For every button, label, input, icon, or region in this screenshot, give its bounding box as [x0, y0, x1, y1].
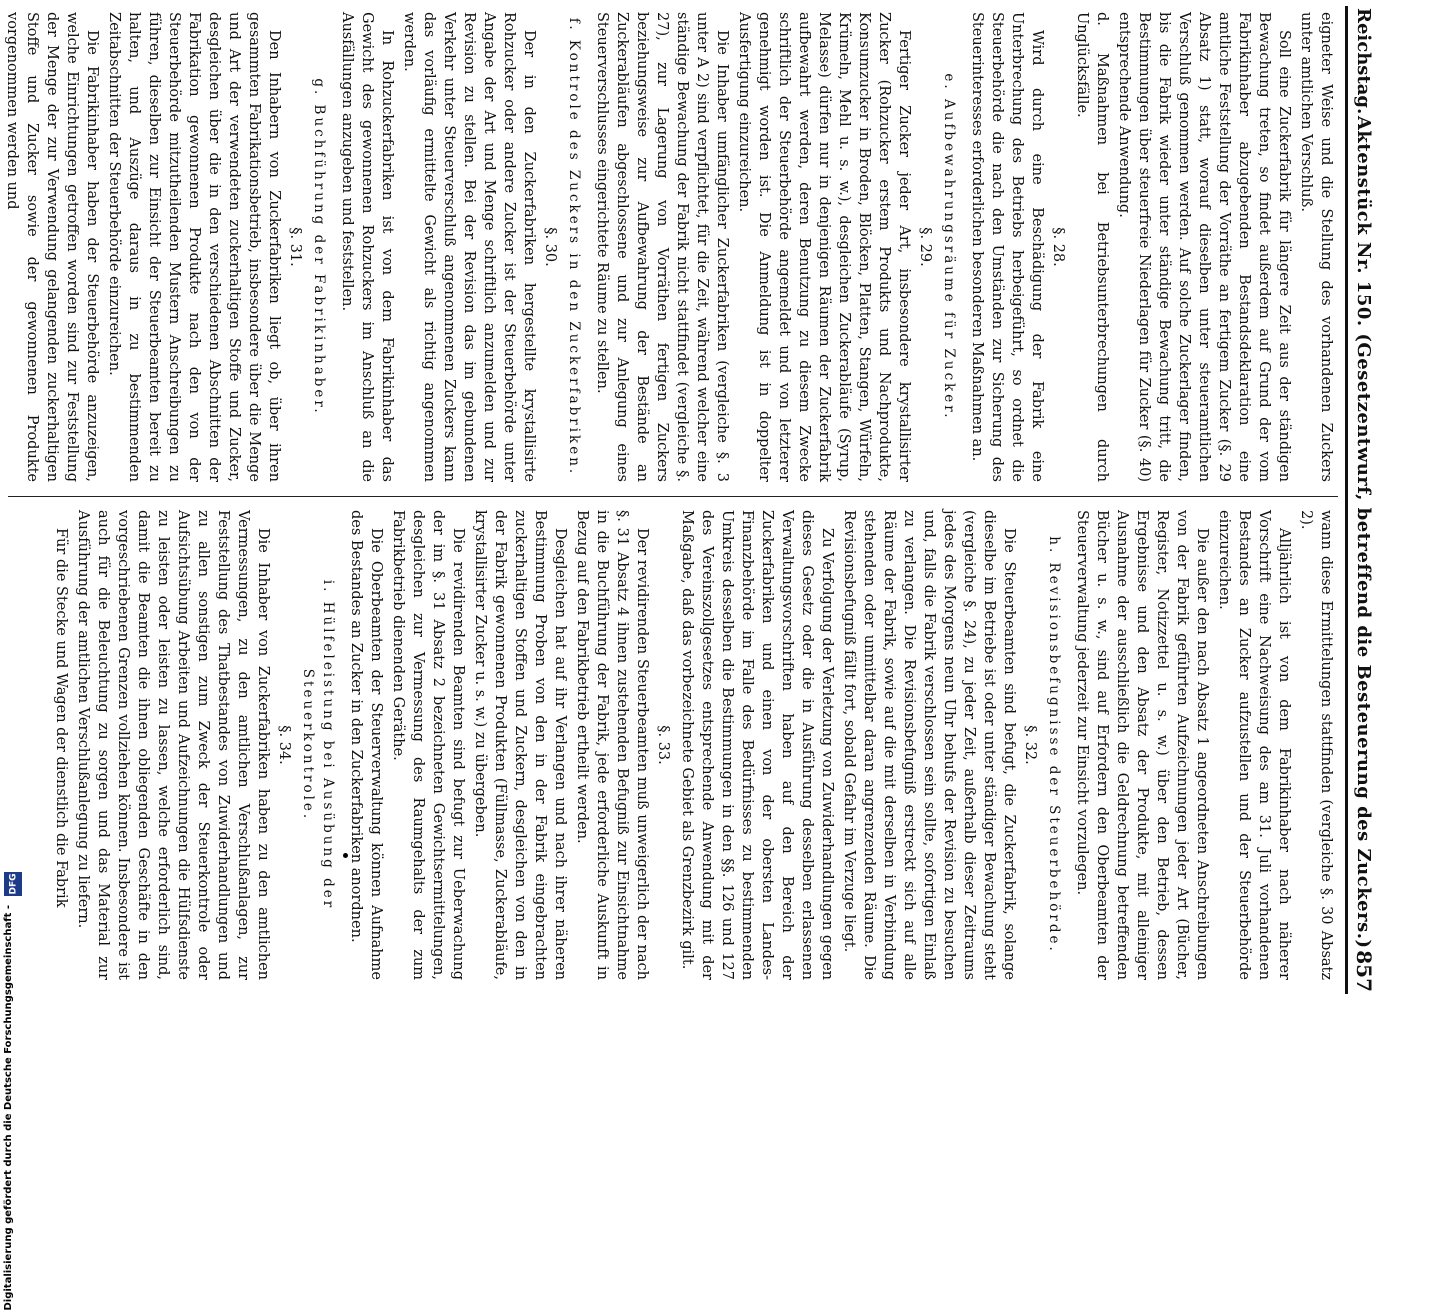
paragraph: Der in den Zuckerfabriken hergestellte krystallisirte Rohzucker oder andere Zucker ist der Steuerbehörde unter Angabe der Art und Menge schriftlich anzumelden und zur Revision zu stellen. Bei der Revision das im gebundenen Verkehr unter Steuerverschluß angenommenen Zuckers kann das vorläufig ermittelte Gewicht als richtig angenommen werden. — [401, 12, 537, 482]
dfg-logo — [4, 872, 22, 896]
section-number: §. 34. — [276, 725, 292, 765]
section-heading: f. Kontrole des Zuckers in den Zuckerfabriken. — [566, 17, 582, 477]
paragraph: Zu Verfolgung der Verletzung von Zuwiderhandlungen gegen dieses Gesetz oder die in Ausführung desselben erlassenen Verwaltungsvorschriften haben auf den Bereich der Zuckerfabriken und einen von der obersten Landes-Finanzbehörde im Falle des Bedürfnisses zu bestimmenden Umkreis desselben die Bestimmungen in den §§. 126 und 127 des Vereinszollgesetzes entsprechende Anwendung mit der Maßgabe, daß das vorbezeichnete Gebiet als Grenzbezirk gilt. — [679, 510, 835, 980]
paragraph: Den Inhabern von Zuckerfabriken liegt ob, über ihren gesammten Fabrikationsbetrieb, insbesondere über die Menge und Art der verwendeten zuckerhaltigen Stoffe und Zucker, desgleichen über die in den verschiedenen Abschnitten der Fabrikation gewonnenen Produkte nach den von der Steuerbehörde mitzutheilenden Mustern Anschreibungen zu führen, dieselben zur Einsicht der Steuerbeamten bereit zu halten, und Auszüge daraus in zu bestimmenden Zeitabschnitten der Steuerbehörde einzureichen. — [106, 12, 282, 482]
header-left: Reichstag. — [1353, 8, 1375, 115]
section-heading: g. Buchführung der Fabrikinhaber. — [311, 78, 327, 416]
dfg-logo-text: DFG — [8, 873, 19, 895]
header-title: Aktenstück Nr. 150. (Gesetzentwurf, betreffend die Besteuerung des Zuckers.) — [1353, 115, 1375, 949]
section-number: §. 32. — [1022, 725, 1038, 765]
column-divider — [8, 496, 1338, 497]
page-header — [1350, 8, 1378, 992]
section-number: §. 31. — [287, 227, 303, 267]
section-number: §. 28. — [1050, 227, 1066, 267]
paragraph: Die revidirenden Beamten sind befugt zur Ueberwachung der im §. 31 Absatz 2 bezeichneten Gewichtsermittelungen, desgleichen zur Vermessung des Raumgehalts der zum Fabrikbetrieb dienenden Geräthe. — [390, 510, 466, 980]
section-number: §. 29. — [917, 227, 933, 267]
paragraph: Der revidirenden Steuerbeamten muß unweigerlich der nach §. 31 Absatz 4 ihnen zustehenden Befugniß zur Einsichtnahme in die Buchführung der Fabrik, jede erforderliche Auskunft in Bezug auf den Fabrikbetrieb ertheilt werden. — [574, 510, 650, 980]
paragraph: Wird durch eine Beschädigung der Fabrik eine Unterbrechung des Betriebs herbeigeführt, so ordnet die Steuerbehörde die nach den Umständen zur Sicherung des Steuerinteresses erforderlichen besonderen Maßnahmen an. — [969, 12, 1045, 482]
page-number: 857 — [1352, 950, 1376, 992]
paragraph: Für die Stecke und Wagen der dienstlich die Fabrik — [53, 528, 69, 908]
paragraph: Die Steuerbeamten sind befugt, die Zuckerfabrik, solange dieselbe im Betriebe ist oder unter ständiger Bewachung steht (vergleiche §. 24), zu jeder Zeit, außerhalb dieser Zeitraums jedes des Morgens neun Uhr behufs der Revision zu besuchen und, falls die Fabrik verschlossen sein sollte, sofortigen Einlaß zu verlangen. Die Revisionsbefugniß erstreckt sich auf alle Räume der Fabrik, sowie auf die mit derselben in Verbindung stehenden oder unmittelbar daran angrenzenden Räume. Die Revisionsbefugniß fällt fort, sobald Gefahr im Verzuge liegt. — [841, 510, 1017, 980]
paragraph: Die Inhaber umfänglicher Zuckerfabriken (vergleiche §. 3 unter A 2) sind verpflichtet, für die Zeit, während welcher eine ständige Bewachung der Fabrik nicht stattfindet (vergleiche §. 27), zur Lagerung von Vorräthen fertigen Zuckers beziehungsweise zur Aufbewahrung der Bestände an Zuckerabläufen abgeschlossene und zur Anlegung eines Steuerverschlusses eingerichtete Räume zu stellen. — [594, 12, 730, 482]
paragraph: d. Maßnahmen bei Betriebsunterbrechungen durch Unglücksfälle. — [1074, 12, 1110, 482]
section-heading: h. Revisionsbefugnisse der Steuerbehörde. — [1046, 536, 1062, 954]
paragraph: Desgleichen hat auf ihr Verlangen und nach ihrer näheren Bestimmung Proben von den in der Fabrik eingebrachten zuckerhaltigen Stoffen und Zuckern, desgleichen von den in der Fabrik gewonnenen Produkten (Füllmasse, Zuckerabläufe, krystallisirter Zucker u. s. w.) zu übergeben. — [472, 510, 568, 980]
left-column — [4, 12, 1336, 482]
section-number: §. 33. — [655, 725, 671, 765]
section-heading: i. Hülfeleistung bei Ausübung der Steuerkontrole. — [300, 579, 336, 911]
paragraph: Fertiger Zucker jeder Art, insbesondere krystallisirter Zucker (Rohzucker erstem Produkts und Nachprodukte, Konsumzucker in Broden, Blöcken, Platten, Stangen, Würfeln, Krümeln, Mehl u. s. w.), desgleichen Zuckerabläufe (Syrup, Melasse) dürfen nur in denjenigen Räumen der Zuckerfabrik aufbewahrt werden, deren Benutzung zu diesem Zwecke schriftlich der Steuerbehörde angemeldet und von letzterer genehmigt worden ist. Die Anmeldung ist in doppelter Ausfertigung einzureichen. — [736, 12, 912, 482]
ink-dot — [343, 853, 348, 858]
paragraph: eigneter Weise und die Stellung des vorhandenen Zuckers unter amtlichen Verschluß. — [1298, 12, 1334, 482]
paragraph: Die außer den nach Absatz 1 angeordneten Anschreibungen von der Fabrik geführten Aufzeichnungen jeder Art (Bücher, Register, Notizzettel u. s. w.) über den Betrieb, dessen Ergebnisse und den Absatz der Produkte, mit alleiniger Ausnahme der ausschließlich die Geldrechnung betreffenden Bücher u. s. w., sind auf Erfordern den Oberbeamten der Steuerverwaltung jederzeit zur Einsicht vorzulegen. — [1074, 510, 1210, 980]
digitization-credit: Digitalisierung gefördert durch die Deutsche Forschungsgemeinschaft - — [3, 905, 14, 1311]
paragraph: Die Fabrikinhaber haben der Steuerbehörde anzuzeigen, welche Einrichtungen getroffen worden sind zur Feststellung der Menge der zur Verwendung gelangenden zuckerhaltigen Stoffe und Zucker sowie der gewonnenen Produkte vorgenommen werden und — [4, 12, 100, 482]
paragraph: Soll eine Zuckerfabrik für längere Zeit aus der ständigen Bewachung treten, so findet außerdem auf Grund der vom Fabrikinhaber abzugebenden Bestandsdeklaration eine amtliche Feststellung der Vorräthe an fertigem Zucker (§. 29 Absatz 1) statt, worauf dieselben unter steueramtlichen Verschluß genommen werden. Auf solche Zuckerlager finden, bis die Fabrik wieder unter ständige Bewachung tritt, die Bestimmungen über steuerfreie Niederlagen für Zucker (§. 40) entsprechende Anwendung. — [1116, 12, 1292, 482]
section-number: §. 30. — [542, 227, 558, 267]
paragraph: Die Oberbeamten der Steuerverwaltung können Aufnahme des Bestandes an Zucker in den Zuckerfabriken anordnen. — [348, 510, 384, 980]
paragraph: Alljährlich ist von dem Fabrikinhaber nach näherer Vorschrift eine Nachweisung des am 31. Juli vorhandenen Bestandes an Zucker aufzustellen und der Steuerbehörde einzureichen. — [1216, 510, 1292, 980]
paragraph: In Rohzuckerfabriken ist von dem Fabrikinhaber das Gewicht des gewonnenen Rohzuckers im Anschluß an die Ausfällungen anzugeben und feststellen. — [339, 12, 395, 482]
header-rule — [1345, 6, 1348, 994]
paragraph: Die Inhaber von Zuckerfabriken haben zu den amtlichen Vermessungen, zu den amtlichen Verschlußanlagen, zur Feststellung des Thatbestandes von Zuwiderhandlungen und zu allen sonstigen zum Zweck der Steuerkontrole oder Aufsichtsübung Arbeiten und Aufzeichnungen die Hülfsdienste zu leisten oder leisten zu lassen, welche erforderlich sind, damit die Beamten die ihnen obliegenden Geschäfte in den vorgeschriebenen Grenzen vollziehen können. Insbesondere ist auch für die Beleuchtung zu sorgen und das Material zur Ausführung der amtlichen Verschlußanlegung zu liefern. — [75, 510, 271, 980]
right-column — [10, 510, 1336, 980]
digitization-sidebar — [0, 873, 26, 1311]
section-heading: e. Aufbewahrungsräume für Zucker. — [941, 73, 957, 421]
paragraph: wann diese Ermittelungen stattfinden (vergleiche §. 30 Absatz 2). — [1298, 510, 1334, 980]
